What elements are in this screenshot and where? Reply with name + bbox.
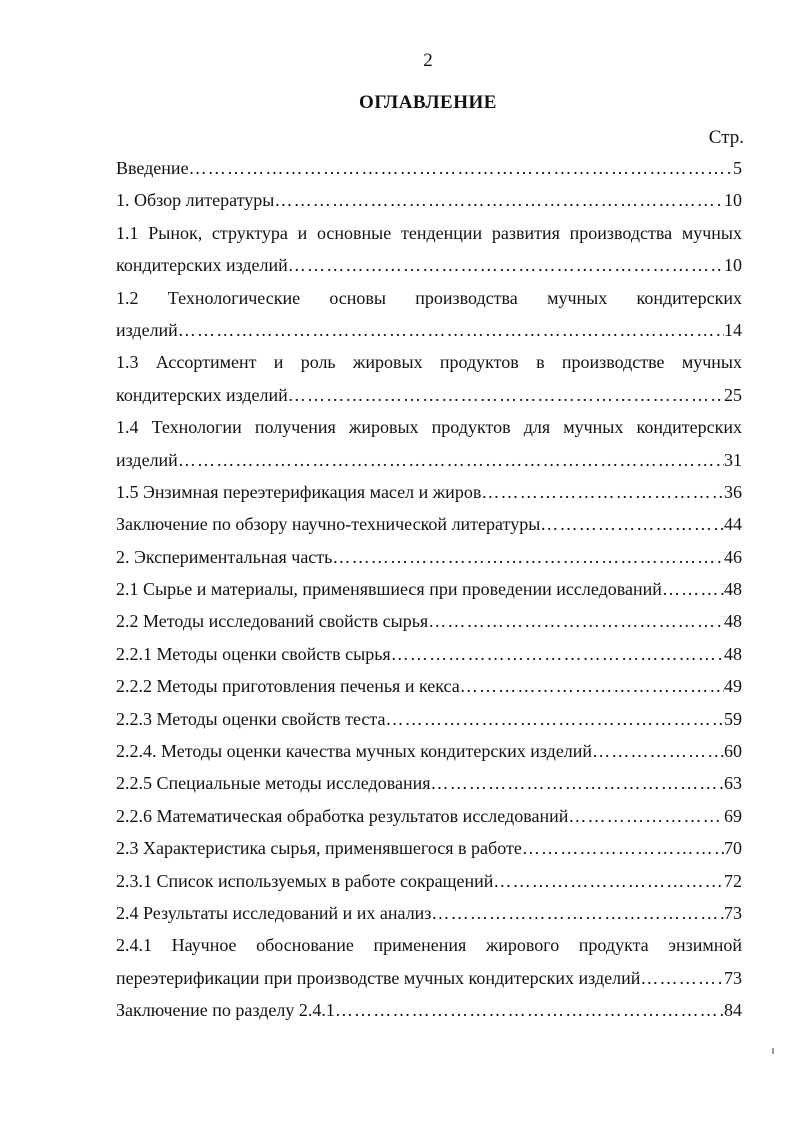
dot-leader [428,605,724,637]
dot-leader [332,541,724,573]
toc-entry-line: 1.1 Рынок, структура и основные тенденции развития производства мучных [116,222,742,243]
toc-entry-title: изделий [116,319,178,340]
toc-entry[interactable] [116,541,742,573]
toc-entry-page-number: 36 [724,481,742,502]
toc-entry-page-number: 48 [724,643,742,664]
toc-entry[interactable] [116,282,742,347]
dot-leader [460,670,724,702]
dot-leader [391,638,724,670]
toc-entry[interactable] [116,897,742,929]
toc-entry-final-line [116,605,742,637]
toc-entry-title: Заключение по разделу 2.4.1 [116,1000,335,1021]
toc-entry-page-number: 44 [724,514,742,535]
toc-entry-final-line [116,152,742,184]
toc-entry-line: 2.4.1 Научное обоснование применения жирового продукта энзимной [116,935,742,956]
toc-entry-final-line [116,541,742,573]
dot-leader [522,832,724,864]
dot-leader [274,184,724,216]
toc-entry-page-number: 63 [724,773,742,794]
toc-entry-title: 2.2.2 Методы приготовления печенья и кекса [116,676,460,697]
dot-leader [189,152,733,184]
toc-entry-page-number: 49 [724,676,742,697]
page-column-label: Стр. [708,127,744,148]
toc-entry[interactable] [116,346,742,411]
toc-entry-page-number: 14 [724,319,742,340]
toc-entry[interactable] [116,832,742,864]
toc-entry-title: 2.2.3 Методы оценки свойств теста [116,708,386,729]
toc-entry-page-number: 48 [724,579,742,600]
toc-entry-title: 2.2.1 Методы оценки свойств сырья [116,643,391,664]
toc-entry[interactable] [116,638,742,670]
toc-entry-final-line [116,508,742,540]
toc-entry[interactable] [116,605,742,637]
toc-entry[interactable] [116,152,742,184]
toc-entry-title: Введение [116,158,189,178]
dot-leader [288,249,724,281]
toc-entry-page-number: 59 [724,708,742,729]
dot-leader [640,962,724,994]
toc-entry-title: кондитерских изделий [116,384,288,405]
toc-entry-final-line [116,379,742,411]
toc-entry[interactable] [116,800,742,832]
dot-leader [568,800,724,832]
toc-entry[interactable] [116,184,742,216]
dot-leader [178,444,724,476]
dot-leader [385,703,724,735]
toc-entry-final-line [116,994,742,1026]
toc-entry-title: 2.2 Методы исследований свойств сырья [116,611,429,632]
toc-entry[interactable] [116,217,742,282]
dot-leader [431,897,724,929]
toc-entry[interactable] [116,573,742,605]
toc-entry[interactable] [116,735,742,767]
toc-entry[interactable] [116,767,742,799]
toc-entry-page-number: 73 [724,902,742,923]
toc-entry-final-line [116,767,742,799]
toc-entry-title: 2.4 Результаты исследований и их анализ [116,902,432,923]
toc-entry-page-number: 5 [733,158,742,178]
toc-entry-final-line [116,962,742,994]
toc-entry-final-line [116,476,742,508]
toc-entry[interactable] [116,929,742,994]
toc-entry-title: 2.3 Характеристика сырья, применявшегося в работе [116,838,522,859]
toc-entry-title: 2.2.6 Математическая обработка результатов исследований [116,805,569,826]
toc-entry-page-number: 69 [724,805,742,826]
toc-entry-page-number: 84 [724,1000,742,1021]
toc-entry-final-line [116,865,742,897]
toc-entry-page-number: 70 [724,838,742,859]
toc-entry-page-number: 46 [724,546,742,567]
scan-artifact [772,1048,774,1054]
toc-entry-final-line [116,573,742,605]
toc-entry-page-number: 31 [724,449,742,470]
toc-entry-page-number: 25 [724,384,742,405]
toc-entry-page-number: 10 [724,190,742,211]
toc-entry-page-number: 72 [724,870,742,891]
toc-entry[interactable] [116,508,742,540]
toc-entry-title: 1.5 Энзимная переэтерификация масел и жиров [116,481,482,502]
toc-entry-final-line [116,735,742,767]
toc-entry-title: 2.1 Сырье и материалы, применявшиеся при проведении исследований [116,579,662,600]
toc-entry-final-line [116,249,742,281]
toc-entry-page-number: 73 [724,967,742,988]
toc-entry-title: кондитерских изделий [116,255,288,276]
toc-entry-title: изделий [116,449,178,470]
toc-entry-final-line [116,703,742,735]
toc-entry[interactable] [116,411,742,476]
dot-leader [178,314,724,346]
toc-entry-title: 2.2.4. Методы оценки качества мучных кондитерских изделий [116,741,593,762]
toc-entry-title: Заключение по обзору научно-технической литературы [116,514,541,535]
dot-leader [493,865,724,897]
toc-entry-final-line [116,897,742,929]
table-of-contents [116,152,742,1027]
toc-entry[interactable] [116,994,742,1026]
toc-entry-line: 1.4 Технологии получения жировых продуктов для мучных кондитерских [116,417,742,438]
toc-entry[interactable] [116,476,742,508]
toc-entry-title: 1. Обзор литературы [116,190,275,211]
dot-leader [662,573,724,605]
toc-entry-final-line [116,832,742,864]
toc-entry-final-line [116,638,742,670]
dot-leader [540,508,724,540]
toc-entry[interactable] [116,865,742,897]
toc-entry-page-number: 60 [724,741,742,762]
toc-entry[interactable] [116,703,742,735]
toc-entry-title: переэтерификации при производстве мучных кондитерских изделий [116,967,641,988]
toc-entry-title: 2.3.1 Список используемых в работе сокращений [116,870,494,891]
dot-leader [335,994,724,1026]
page-title: ОГЛАВЛЕНИЕ [359,92,497,113]
toc-entry-final-line [116,314,742,346]
toc-entry[interactable] [116,670,742,702]
dot-leader [431,767,725,799]
page-number: 2 [423,50,433,71]
toc-entry-final-line [116,800,742,832]
toc-entry-final-line [116,444,742,476]
dot-leader [592,735,724,767]
toc-entry-line: 1.2 Технологические основы производства мучных кондитерских [116,287,742,308]
toc-entry-final-line [116,670,742,702]
dot-leader [481,476,724,508]
toc-entry-final-line [116,184,742,216]
toc-entry-page-number: 10 [724,255,742,276]
toc-entry-line: 1.3 Ассортимент и роль жировых продуктов в производстве мучных [116,352,742,373]
toc-entry-title: 2. Экспериментальная часть [116,546,333,567]
toc-entry-page-number: 48 [724,611,742,632]
toc-entry-title: 2.2.5 Специальные методы исследования [116,773,431,794]
dot-leader [288,379,724,411]
